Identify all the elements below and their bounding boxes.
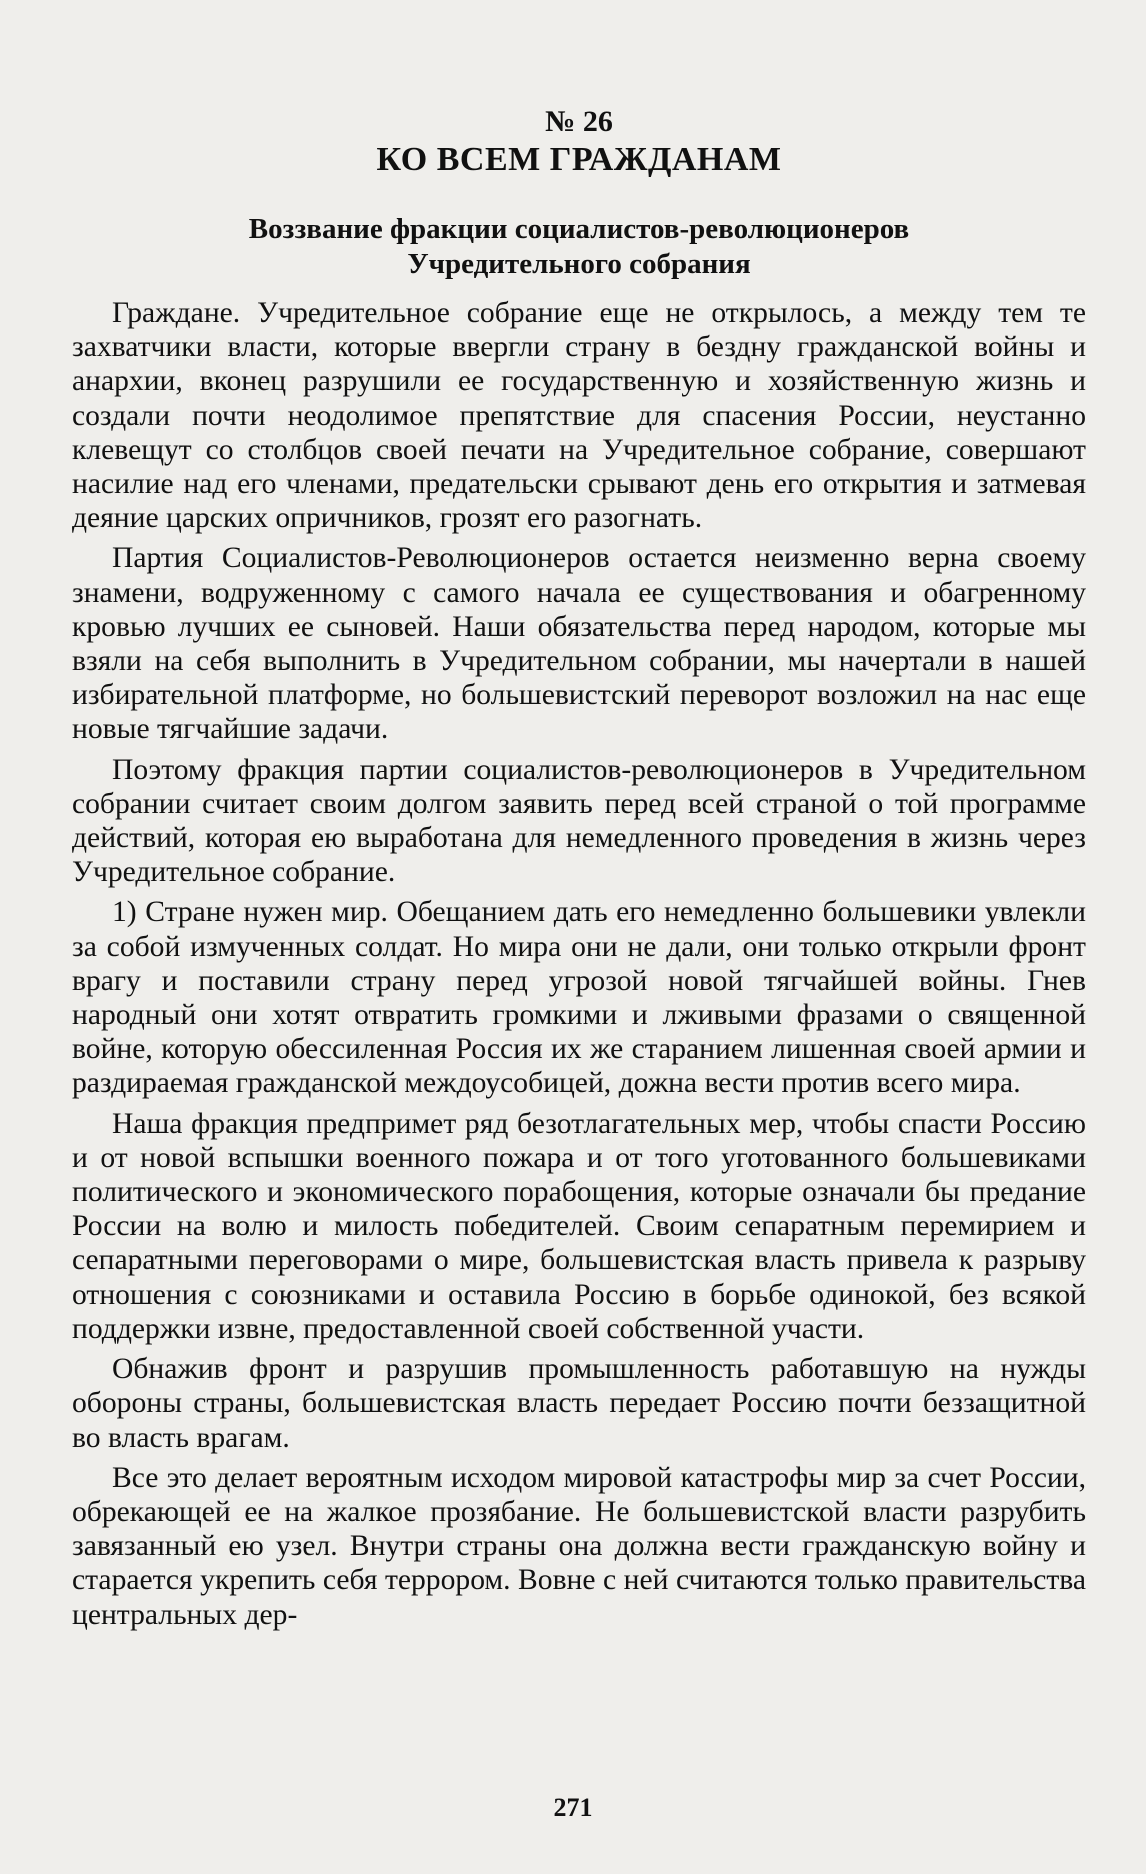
paragraph: Партия Социалистов-Революционеров остается неизменно верна своему знамени, водруженному с самого начала ее существования и обагренному кровью лучших ее сыновей. Наши обязательства перед народом, которые мы взяли на себя выполнить в Учредительном собрании, мы начертали в нашей избирательной платформе, но большевистский переворот возложил на нас еще новые тягчайшие задачи. — [72, 542, 1086, 746]
document-title: КО ВСЕМ ГРАЖДАНАМ — [376, 141, 782, 178]
paragraph: 1) Стране нужен мир. Обещанием дать его немедленно большевики увлекли за собой измученных солдат. Но мира они не дали, они только открыли фронт врагу и поставили страну перед угрозой новой тягчайшей войны. Гнев народный они хотят отвратить громкими и лживыми фразами о священной войне, которую обессиленная Россия их же старанием лишенная своей армии и раздираемая гражданской междоусобицей, дожна вести против всего мира. — [72, 896, 1086, 1100]
subtitle-line-2: Учредительного собрания — [407, 248, 751, 280]
paragraph: Граждане. Учредительное собрание еще не открылось, а между тем те захватчики власти, которые ввергли страну в бездну гражданской войны и анархии, вконец разрушили ее государственную и хозяйственную жизнь и создали почти неодолимое препятствие для спасения России, неустанно клевещут со столбцов своей печати на Учредительное собрание, совершают насилие над его членами, предательски срывают день его открытия и затмевая деяние царских опричников, грозят его разогнать. — [72, 297, 1086, 535]
paragraph: Поэтому фракция партии социалистов-революционеров в Учредительном собрании считает своим долгом заявить перед всей страной о той программе действий, которая ею выработана для немедленного проведения в жизнь через Учредительное собрание. — [72, 753, 1086, 889]
document-number: № 26 — [545, 105, 613, 138]
paragraph: Все это делает вероятным исходом мировой катастрофы мир за счет России, обрекающей ее на жалкое прозябание. Не большевистской власти разрубить завязанный ею узел. Внутри страны она должна вести гражданскую войну и старается укрепить себя террором. Вовне с ней считаются только правительства центральных дер- — [72, 1461, 1086, 1631]
page-content — [72, 104, 1086, 1638]
paragraph: Наша фракция предпримет ряд безотлагательных мер, чтобы спасти Россию и от новой вспышки военного пожара и от того уготованного большевиками политического и экономического порабощения, которые означали бы предание России на волю и милость победителей. Своим сепаратным перемирием и сепаратными переговорами о мире, большевистская власть привела к разрыву отношения с союзниками и оставила Россию в борьбе одинокой, без всякой поддержки извне, предоставленной своей собственной участи. — [72, 1107, 1086, 1345]
page-number: 271 — [553, 1793, 593, 1822]
document-subtitle — [72, 212, 1086, 282]
paragraph: Обнажив фронт и разрушив промышленность работавшую на нужды обороны страны, большевистская власть передает Россию почти беззащитной во власть врагам. — [72, 1353, 1086, 1454]
body-text — [72, 296, 1086, 1632]
subtitle-line-1: Воззвание фракции социалистов-революционеров — [248, 213, 910, 245]
